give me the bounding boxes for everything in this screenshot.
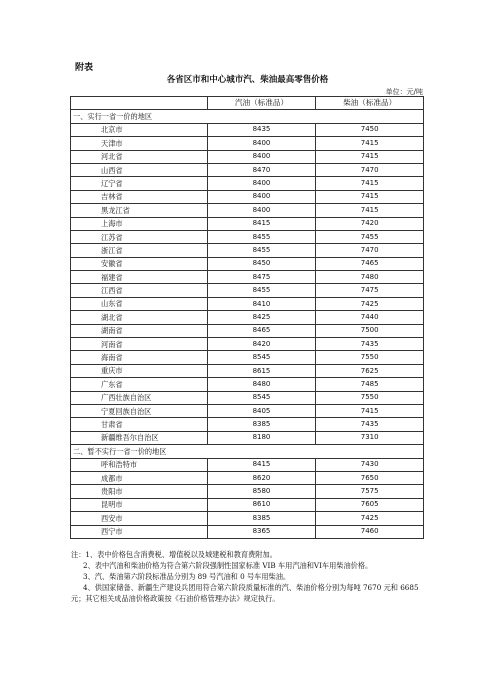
table-row xyxy=(71,404,424,417)
diesel-price: 7415 xyxy=(316,150,424,163)
region-name: 广西壮族自治区 xyxy=(71,391,208,404)
section2-heading: 二、暂不实行一省一价的地区 xyxy=(71,445,424,458)
region-name: 江西省 xyxy=(71,284,208,297)
gasoline-price: 8410 xyxy=(207,297,316,310)
gasoline-price: 8610 xyxy=(207,498,316,511)
region-name: 浙江省 xyxy=(71,244,208,257)
table-row xyxy=(71,230,424,243)
diesel-price: 7575 xyxy=(316,485,424,498)
diesel-price: 7415 xyxy=(316,204,424,217)
region-name: 贵阳市 xyxy=(71,485,208,498)
table-row xyxy=(71,458,424,471)
table-row xyxy=(71,190,424,203)
gasoline-price: 8580 xyxy=(207,485,316,498)
gasoline-price: 8455 xyxy=(207,230,316,243)
header-blank xyxy=(71,97,208,110)
appendix-label: 附表 xyxy=(75,63,94,73)
gasoline-price: 8400 xyxy=(207,190,316,203)
diesel-price: 7605 xyxy=(316,498,424,511)
diesel-price: 7420 xyxy=(316,217,424,230)
region-name: 北京市 xyxy=(71,123,208,136)
gasoline-price: 8400 xyxy=(207,177,316,190)
region-name: 天津市 xyxy=(71,137,208,150)
region-name: 宁夏回族自治区 xyxy=(71,404,208,417)
diesel-price: 7485 xyxy=(316,378,424,391)
gasoline-price: 8455 xyxy=(207,284,316,297)
table-row xyxy=(71,163,424,176)
region-name: 甘肃省 xyxy=(71,418,208,431)
gasoline-price: 8475 xyxy=(207,271,316,284)
region-name: 上海市 xyxy=(71,217,208,230)
gasoline-price: 8545 xyxy=(207,351,316,364)
table-row xyxy=(71,137,424,150)
table-row xyxy=(71,257,424,270)
region-name: 广东省 xyxy=(71,378,208,391)
gasoline-price: 8420 xyxy=(207,338,316,351)
region-name: 河北省 xyxy=(71,150,208,163)
gasoline-price: 8365 xyxy=(207,525,316,538)
table-row xyxy=(71,378,424,391)
table-row xyxy=(71,177,424,190)
region-name: 呼和浩特市 xyxy=(71,458,208,471)
table-row xyxy=(71,297,424,310)
section-row xyxy=(71,110,424,123)
table-row xyxy=(71,512,424,525)
table-row xyxy=(71,364,424,377)
note-4: 4、供国家储备、新疆生产建设兵团用符合第六阶段质量标准的汽、柴油价格分别为每吨 7670 元和 6685 元；其它相关成品油价格政策按《石油价格管理办法》规定执行。 xyxy=(71,583,419,603)
region-name: 重庆市 xyxy=(71,364,208,377)
gasoline-price: 8425 xyxy=(207,311,316,324)
table-row xyxy=(71,217,424,230)
diesel-price: 7435 xyxy=(316,418,424,431)
diesel-price: 7435 xyxy=(316,338,424,351)
section-row xyxy=(71,445,424,458)
region-name: 西宁市 xyxy=(71,525,208,538)
table-row xyxy=(71,471,424,484)
diesel-price: 7440 xyxy=(316,311,424,324)
notes xyxy=(71,549,427,604)
region-name: 辽宁省 xyxy=(71,177,208,190)
gasoline-price: 8400 xyxy=(207,137,316,150)
table-row xyxy=(71,271,424,284)
region-name: 新疆维吾尔自治区 xyxy=(71,431,208,444)
table-row xyxy=(71,351,424,364)
diesel-price: 7415 xyxy=(316,177,424,190)
table-row xyxy=(71,485,424,498)
gasoline-price: 8180 xyxy=(207,431,316,444)
gasoline-price: 8405 xyxy=(207,404,316,417)
table-row xyxy=(71,431,424,444)
table-row xyxy=(71,311,424,324)
table-row xyxy=(71,123,424,136)
diesel-price: 7480 xyxy=(316,271,424,284)
gasoline-price: 8480 xyxy=(207,378,316,391)
table-row xyxy=(71,284,424,297)
gasoline-price: 8450 xyxy=(207,257,316,270)
diesel-price: 7430 xyxy=(316,458,424,471)
diesel-price: 7415 xyxy=(316,137,424,150)
note-2: 2、表中汽油和柴油价格为符合第六阶段强制性国家标准 VIB 车用汽油和VI车用柴油价格。 xyxy=(83,561,373,570)
note-1: 注：1、表中价格包含消费税、增值税以及城建税和教育费附加。 xyxy=(71,550,277,559)
table-row xyxy=(71,204,424,217)
table-row xyxy=(71,418,424,431)
gasoline-price: 8470 xyxy=(207,163,316,176)
diesel-price: 7415 xyxy=(316,404,424,417)
gasoline-price: 8415 xyxy=(207,217,316,230)
gasoline-price: 8415 xyxy=(207,458,316,471)
region-name: 湖北省 xyxy=(71,311,208,324)
gasoline-price: 8435 xyxy=(207,123,316,136)
diesel-price: 7470 xyxy=(316,244,424,257)
diesel-price: 7475 xyxy=(316,284,424,297)
region-name: 福建省 xyxy=(71,271,208,284)
region-name: 海南省 xyxy=(71,351,208,364)
gasoline-price: 8385 xyxy=(207,512,316,525)
diesel-price: 7625 xyxy=(316,364,424,377)
region-name: 西安市 xyxy=(71,512,208,525)
table-row xyxy=(71,498,424,511)
diesel-price: 7470 xyxy=(316,163,424,176)
table-row xyxy=(71,150,424,163)
header-diesel: 柴油（标准品） xyxy=(316,97,424,110)
diesel-price: 7455 xyxy=(316,230,424,243)
region-name: 山西省 xyxy=(71,163,208,176)
table-row xyxy=(71,391,424,404)
diesel-price: 7500 xyxy=(316,324,424,337)
diesel-price: 7310 xyxy=(316,431,424,444)
gasoline-price: 8455 xyxy=(207,244,316,257)
region-name: 安徽省 xyxy=(71,257,208,270)
diesel-price: 7425 xyxy=(316,297,424,310)
region-name: 江苏省 xyxy=(71,230,208,243)
gasoline-price: 8400 xyxy=(207,204,316,217)
table-row xyxy=(71,525,424,538)
table-title: 各省区市和中心城市汽、柴油最高零售价格 xyxy=(166,75,329,85)
region-name: 黑龙江省 xyxy=(71,204,208,217)
diesel-price: 7425 xyxy=(316,512,424,525)
gasoline-price: 8400 xyxy=(207,150,316,163)
unit-label: 单位：元/吨 xyxy=(385,88,423,96)
region-name: 成都市 xyxy=(71,471,208,484)
diesel-price: 7460 xyxy=(316,525,424,538)
gasoline-price: 8545 xyxy=(207,391,316,404)
region-name: 昆明市 xyxy=(71,498,208,511)
gasoline-price: 8620 xyxy=(207,471,316,484)
region-name: 河南省 xyxy=(71,338,208,351)
gasoline-price: 8385 xyxy=(207,418,316,431)
diesel-price: 7450 xyxy=(316,123,424,136)
diesel-price: 7465 xyxy=(316,257,424,270)
price-table xyxy=(70,96,424,539)
region-name: 吉林省 xyxy=(71,190,208,203)
table-row xyxy=(71,244,424,257)
table-row xyxy=(71,324,424,337)
diesel-price: 7550 xyxy=(316,391,424,404)
header-gasoline: 汽油（标准品） xyxy=(207,97,316,110)
note-3: 3、汽、柴油第六阶段标准品分别为 89 号汽油和 0 号车用柴油。 xyxy=(83,572,291,581)
diesel-price: 7550 xyxy=(316,351,424,364)
gasoline-price: 8615 xyxy=(207,364,316,377)
header-row xyxy=(71,97,424,110)
diesel-price: 7415 xyxy=(316,190,424,203)
table-row xyxy=(71,338,424,351)
region-name: 湖南省 xyxy=(71,324,208,337)
region-name: 山东省 xyxy=(71,297,208,310)
gasoline-price: 8465 xyxy=(207,324,316,337)
section1-heading: 一、实行一省一价的地区 xyxy=(71,110,424,123)
diesel-price: 7650 xyxy=(316,471,424,484)
